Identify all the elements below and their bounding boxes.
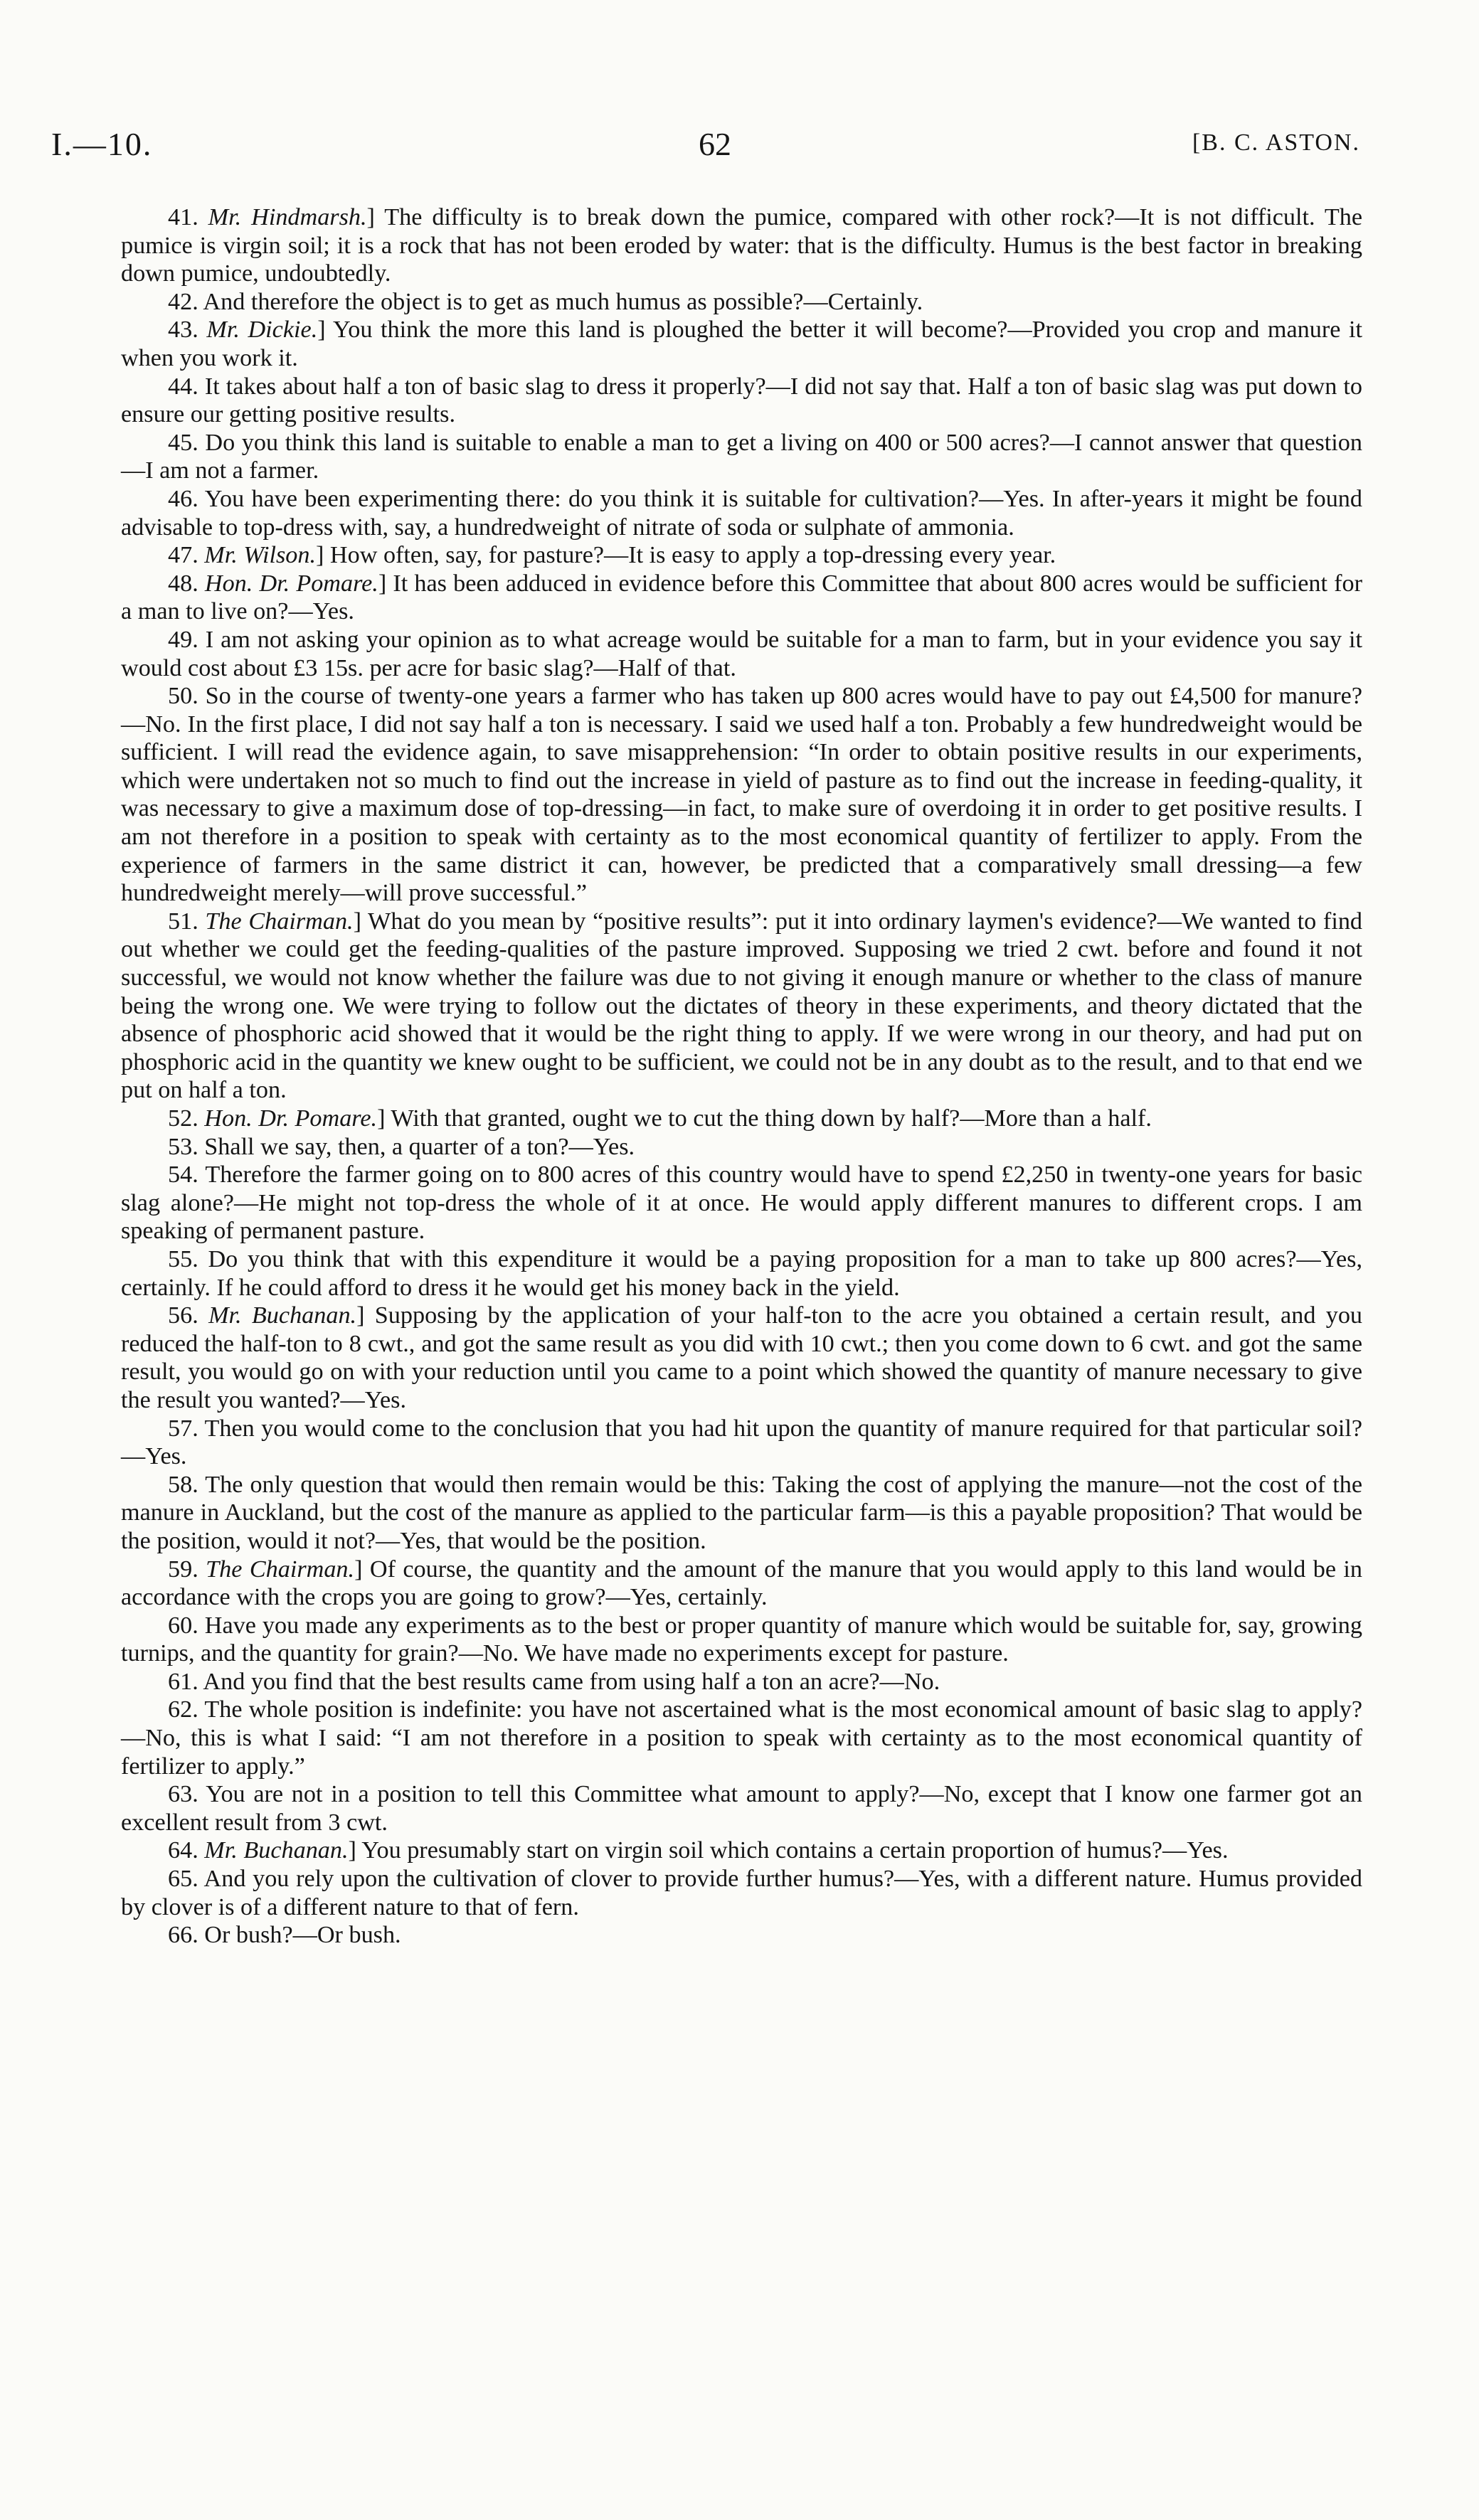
evidence-paragraph <box>121 1921 1362 1950</box>
question-answer-text: And therefore the object is to get as much humus as possible?—Certainly. <box>203 288 923 315</box>
evidence-paragraph <box>121 626 1362 682</box>
question-answer-text: You are not in a position to tell this Committee what amount to apply?—No, except that I know one farmer got an excellent result from 3 cwt. <box>121 1781 1363 1836</box>
evidence-paragraph <box>121 1245 1362 1302</box>
question-number: 42. <box>168 288 198 315</box>
evidence-paragraph <box>121 203 1362 288</box>
question-number: 59. <box>168 1556 198 1583</box>
question-number: 57. <box>168 1415 198 1442</box>
evidence-paragraph <box>121 1865 1362 1921</box>
speaker-name: Mr. Buchanan. <box>204 1837 349 1864</box>
question-answer-text: Or bush?—Or bush. <box>204 1922 401 1949</box>
question-number: 65. <box>168 1866 198 1893</box>
question-number: 44. <box>168 373 198 400</box>
question-answer-text: ] The difficulty is to break down the pumice, compared with other rock?—It is not difficult. The pumice is virgin soil; it is a rock that has not been eroded by water: that is the difficulty. Humus is the best factor in breaking down pumice, undoubtedly. <box>121 204 1362 287</box>
evidence-paragraph <box>121 541 1362 570</box>
speaker-name: Hon. Dr. Pomare. <box>204 570 378 597</box>
evidence-paragraph <box>121 1415 1362 1471</box>
evidence-paragraph <box>121 1471 1362 1556</box>
speaker-name: Mr. Wilson. <box>204 542 316 569</box>
question-number: 45. <box>168 429 198 456</box>
question-answer-text: It takes about half a ton of basic slag to dress it properly?—I did not say that. Half a ton of basic slag was put down to ensure our getting positive results. <box>121 373 1363 428</box>
evidence-paragraph <box>121 288 1362 317</box>
evidence-body <box>121 203 1362 1950</box>
question-answer-text: Shall we say, then, a quarter of a ton?—Yes. <box>204 1133 635 1160</box>
evidence-paragraph <box>121 1780 1362 1836</box>
evidence-paragraph <box>121 1612 1362 1668</box>
question-answer-text: Do you think that with this expenditure it would be a paying proposition for a man to take up 800 acres?—Yes, certainly. If he could afford to dress it he would get his money back in the yield. <box>121 1245 1362 1301</box>
evidence-paragraph <box>121 1105 1362 1133</box>
paper-reference: I.—10. <box>51 126 153 162</box>
evidence-paragraph <box>121 429 1362 485</box>
question-answer-text: I am not asking your opinion as to what acreage would be suitable for a man to farm, but in your evidence you say it would cost about £3 15s. per acre for basic slag?—Half of that. <box>121 626 1363 681</box>
question-answer-text: Have you made any experiments as to the best or proper quantity of manure which would be suitable for, say, growing turnips, and the quantity for grain?—No. We have made no experiments except for pasture. <box>121 1612 1362 1667</box>
question-number: 47. <box>168 542 198 569</box>
evidence-paragraph <box>121 1302 1362 1414</box>
question-number: 66. <box>168 1922 198 1949</box>
question-answer-text: ] Supposing by the application of your half-ton to the acre you obtained a certain result, and you reduced the half-ton to 8 cwt., and got the same result as you did with 10 cwt.; then you come down to 6 cwt. and got the same result, you would go on with your reduction until you came to a point which showed the quantity of manure necessary to give the result you wanted?—Yes. <box>121 1302 1363 1413</box>
question-answer-text: Therefore the farmer going on to 800 acres of this country would have to spend £2,250 in twenty-one years for basic slag alone?—He might not top-dress the whole of it at once. He would apply different manures to different crops. I am speaking of permanent pasture. <box>121 1161 1362 1245</box>
question-answer-text: Do you think this land is suitable to enable a man to get a living on 400 or 500 acres?—I cannot answer that question—I am not a farmer. <box>121 429 1362 484</box>
evidence-paragraph <box>121 1133 1362 1161</box>
question-answer-text: Then you would come to the conclusion that you had hit upon the quantity of manure required for that particular soil?—Yes. <box>121 1415 1362 1470</box>
speaker-name: Hon. Dr. Pomare. <box>204 1105 378 1132</box>
evidence-paragraph <box>121 908 1362 1105</box>
question-number: 43. <box>168 317 198 344</box>
question-number: 50. <box>168 683 198 710</box>
question-number: 52. <box>168 1105 198 1132</box>
question-number: 64. <box>168 1837 198 1864</box>
question-number: 63. <box>168 1781 198 1808</box>
question-number: 53. <box>168 1133 198 1160</box>
question-number: 55. <box>168 1245 198 1272</box>
question-answer-text: ] How often, say, for pasture?—It is easy to apply a top-dressing every year. <box>316 542 1056 569</box>
question-number: 61. <box>168 1668 198 1695</box>
evidence-paragraph <box>121 570 1362 626</box>
question-number: 56. <box>168 1302 198 1329</box>
question-number: 58. <box>168 1471 198 1498</box>
question-answer-text: The whole position is indefinite: you have not ascertained what is the most economical amount of basic slag to apply?—No, this is what I said: “I am not therefore in a position to speak with certainty as to the most economical quantity of fertilizer to apply.” <box>121 1696 1362 1780</box>
question-number: 51. <box>168 908 198 935</box>
question-answer-text: ] You presumably start on virgin soil which contains a certain proportion of humus?—Yes. <box>348 1837 1229 1864</box>
evidence-paragraph <box>121 682 1362 908</box>
question-number: 60. <box>168 1612 198 1639</box>
evidence-paragraph <box>121 1836 1362 1865</box>
question-answer-text: ] With that granted, ought we to cut the thing down by half?—More than a half. <box>377 1105 1152 1132</box>
question-number: 41. <box>168 204 198 230</box>
question-answer-text: The only question that would then remain would be this: Taking the cost of applying the manure—not the cost of the manure in Auckland, but the cost of the manure as applied to the particular farm—is this a payable proposition? That would be the position, would it not?—Yes, that would be the position. <box>121 1471 1362 1554</box>
evidence-paragraph <box>121 316 1362 372</box>
question-answer-text: ] What do you mean by “positive results”: put it into ordinary laymen's evidence?—We wanted to find out whether we could get the feeding-qualities of the pasture improved. Supposing we tried 2 cwt. before and found it not successful, we would not know whether the failure was due to not giving it enough manure or whether to the class of manure being the wrong one. We were trying to follow out the dictates of theory in these experiments, and theory dictated that the absence of phosphoric acid showed that it would be the right thing to apply. If we were wrong in our theory, and had put on phosphoric acid in the quantity we knew ought to be sufficient, we could not be in any doubt as to the result, and to that end we put on half a ton. <box>121 908 1363 1104</box>
speaker-name: Mr. Hindmarsh. <box>208 204 367 230</box>
witness-name: [B. C. ASTON. <box>1192 129 1360 156</box>
evidence-paragraph <box>121 1668 1362 1696</box>
speaker-name: Mr. Buchanan. <box>208 1302 357 1329</box>
question-answer-text: You have been experimenting there: do you think it is suitable for cultivation?—Yes. In after-years it might be found advisable to top-dress with, say, a hundredweight of nitrate of soda or sulphate of ammonia. <box>121 485 1362 541</box>
speaker-name: Mr. Dickie. <box>206 317 318 344</box>
evidence-paragraph <box>121 485 1362 541</box>
question-number: 48. <box>168 570 198 597</box>
speaker-name: The Chairman. <box>205 908 354 935</box>
question-answer-text: ] You think the more this land is ploughed the better it will become?—Provided you crop and manure it when you work it. <box>121 317 1363 371</box>
question-number: 54. <box>168 1161 198 1189</box>
question-answer-text: ] Of course, the quantity and the amount of the manure that you would apply to this land would be in accordance with the crops you are going to grow?—Yes, certainly. <box>121 1556 1363 1611</box>
page-header <box>51 125 1360 175</box>
question-number: 62. <box>168 1696 198 1723</box>
page-number: 62 <box>699 126 731 162</box>
question-answer-text: And you rely upon the cultivation of clover to provide further humus?—Yes, with a different nature. Humus provided by clover is of a different nature to that of fern. <box>121 1866 1362 1920</box>
question-answer-text: ] It has been adduced in evidence before this Committee that about 800 acres would be sufficient for a man to live on?—Yes. <box>121 570 1362 625</box>
evidence-paragraph <box>121 1161 1362 1245</box>
evidence-paragraph <box>121 373 1362 429</box>
evidence-paragraph <box>121 1556 1362 1612</box>
question-answer-text: So in the course of twenty-one years a farmer who has taken up 800 acres would have to pay out £4,500 for manure?—No. In the first place, I did not say half a ton is necessary. I said we used half a ton. Probably a few hundredweight would be sufficient. I will read the evidence again, to save misapprehension: “In order to obtain positive results in our experiments, which were undertaken not so much to find out the increase in yield of pasture as to find out the increase in feeding-quality, it was necessary to give a maximum dose of top-dressing—in fact, to make sure of overdoing it in order to get positive results. I am not therefore in a position to speak with certainty as to the most economical quantity of fertilizer to apply. From the experience of farmers in the same district it can, however, be predicted that a comparatively small dressing—a few hundredweight merely—will prove successful.” <box>121 683 1363 907</box>
evidence-paragraph <box>121 1696 1362 1780</box>
question-number: 46. <box>168 485 198 512</box>
question-answer-text: And you find that the best results came from using half a ton an acre?—No. <box>203 1668 940 1695</box>
speaker-name: The Chairman. <box>206 1556 355 1583</box>
question-number: 49. <box>168 626 198 653</box>
